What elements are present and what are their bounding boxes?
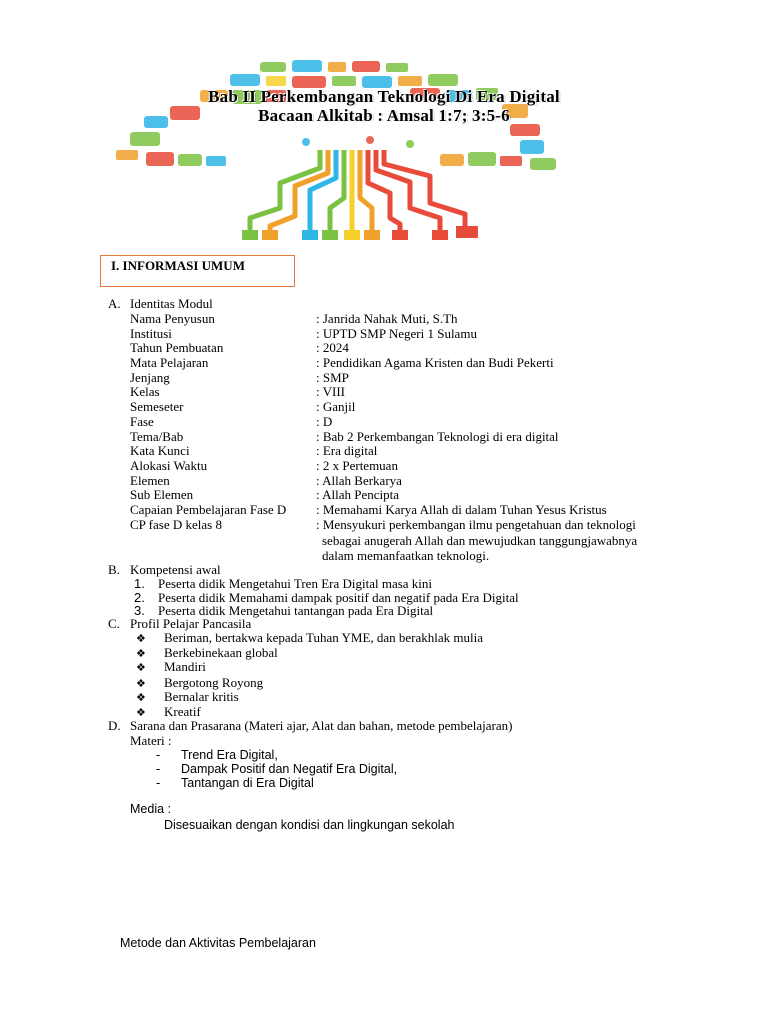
page-title: Bab II Perkembangan Teknologi Di Era Digital <box>208 87 560 106</box>
identitas-value: : Janrida Nahak Muti, S.Th <box>316 311 458 326</box>
identitas-value: : 2 x Pertemuan <box>316 458 398 473</box>
identitas-label: Nama Penyusun <box>130 311 215 326</box>
kompetensi-item: Peserta didik Mengetahui tantangan pada Era Digital <box>158 603 434 618</box>
profil-item: Bergotong Royong <box>164 675 264 690</box>
profil-item: Mandiri <box>164 659 206 674</box>
identitas-value: : Mensyukuri perkembangan ilmu pengetahuan dan teknologi <box>316 517 636 532</box>
materi-label: Materi : <box>130 733 172 748</box>
identitas-value: : Era digital <box>316 443 378 458</box>
profil-item: Beriman, bertakwa kepada Tuhan YME, dan berakhlak mulia <box>164 630 484 645</box>
materi-item: Tantangan di Era Digital <box>181 776 314 790</box>
identitas-value: : Bab 2 Perkembangan Teknologi di era digital <box>316 429 559 444</box>
diamond-bullet-icon: ❖ <box>136 648 146 660</box>
page-subtitle: Bacaan Alkitab : Amsal 1:7; 3:5-6 <box>258 106 510 125</box>
profil-item: Berkebinekaan global <box>164 645 278 660</box>
identitas-label: Alokasi Waktu <box>130 458 208 473</box>
kompetensi-number: 2. <box>134 590 145 605</box>
identitas-value: : SMP <box>316 370 349 385</box>
profil-marker: C. <box>108 616 120 631</box>
identitas-value: : Ganjil <box>316 399 356 414</box>
identitas-marker: A. <box>108 296 121 311</box>
identitas-label: Institusi <box>130 326 172 341</box>
identitas-value: : 2024 <box>316 340 349 355</box>
profil-item: Bernalar kritis <box>164 689 239 704</box>
dash-bullet: - <box>156 775 161 790</box>
identitas-value: : Memahami Karya Allah di dalam Tuhan Yesus Kristus <box>316 502 607 517</box>
identitas-label: Tahun Pembuatan <box>130 340 224 355</box>
kompetensi-number: 1. <box>134 576 145 591</box>
diamond-bullet-icon: ❖ <box>136 678 146 690</box>
cp-continuation: sebagai anugerah Allah dan mewujudkan tanggungjawabnya <box>322 533 638 548</box>
section-heading: I. INFORMASI UMUM <box>111 258 245 273</box>
kompetensi-marker: B. <box>108 562 120 577</box>
profil-heading: Profil Pelajar Pancasila <box>130 616 252 631</box>
identitas-label: Elemen <box>130 473 170 488</box>
identitas-label: Capaian Pembelajaran Fase D <box>130 502 287 517</box>
profil-item: Kreatif <box>164 704 201 719</box>
identitas-value: : VIII <box>316 384 346 399</box>
identitas-value: : Pendidikan Agama Kristen dan Budi Pekerti <box>316 355 554 370</box>
identitas-label: Jenjang <box>130 370 170 385</box>
identitas-value: : UPTD SMP Negeri 1 Sulamu <box>316 326 477 341</box>
diamond-bullet-icon: ❖ <box>136 707 146 719</box>
identitas-label: Kata Kunci <box>130 443 190 458</box>
diamond-bullet-icon: ❖ <box>136 633 146 645</box>
kompetensi-item: Peserta didik Memahami dampak positif dan negatif pada Era Digital <box>158 590 519 605</box>
dash-bullet: - <box>156 747 161 762</box>
cp-continuation: dalam memanfaatkan teknologi. <box>322 548 490 563</box>
sarana-heading: Sarana dan Prasarana (Materi ajar, Alat dan bahan, metode pembelajaran) <box>130 718 513 733</box>
identitas-label: CP fase D kelas 8 <box>130 517 222 532</box>
dash-bullet: - <box>156 761 161 776</box>
kompetensi-number: 3. <box>134 603 145 618</box>
identitas-label: Kelas <box>130 384 160 399</box>
identitas-label: Sub Elemen <box>130 487 194 502</box>
sarana-marker: D. <box>108 718 121 733</box>
media-text: Disesuaikan dengan kondisi dan lingkungan sekolah <box>164 818 455 832</box>
identitas-label: Mata Pelajaran <box>130 355 209 370</box>
identitas-label: Tema/Bab <box>130 429 184 444</box>
materi-item: Dampak Positif dan Negatif Era Digital, <box>181 762 398 776</box>
identitas-value: : Allah Pencipta <box>316 487 400 502</box>
diamond-bullet-icon: ❖ <box>136 692 146 704</box>
media-label: Media : <box>130 802 171 816</box>
diamond-bullet-icon: ❖ <box>136 662 146 674</box>
identitas-heading: Identitas Modul <box>130 296 213 311</box>
kompetensi-item: Peserta didik Mengetahui Tren Era Digital masa kini <box>158 576 433 591</box>
materi-item: Trend Era Digital, <box>181 748 278 762</box>
identitas-label: Fase <box>130 414 154 429</box>
kompetensi-heading: Kompetensi awal <box>130 562 221 577</box>
identitas-value: : D <box>316 414 333 429</box>
footer-heading: Metode dan Aktivitas Pembelajaran <box>120 936 316 950</box>
section-heading-box <box>100 255 295 287</box>
identitas-label: Semeseter <box>130 399 184 414</box>
identitas-value: : Allah Berkarya <box>316 473 402 488</box>
